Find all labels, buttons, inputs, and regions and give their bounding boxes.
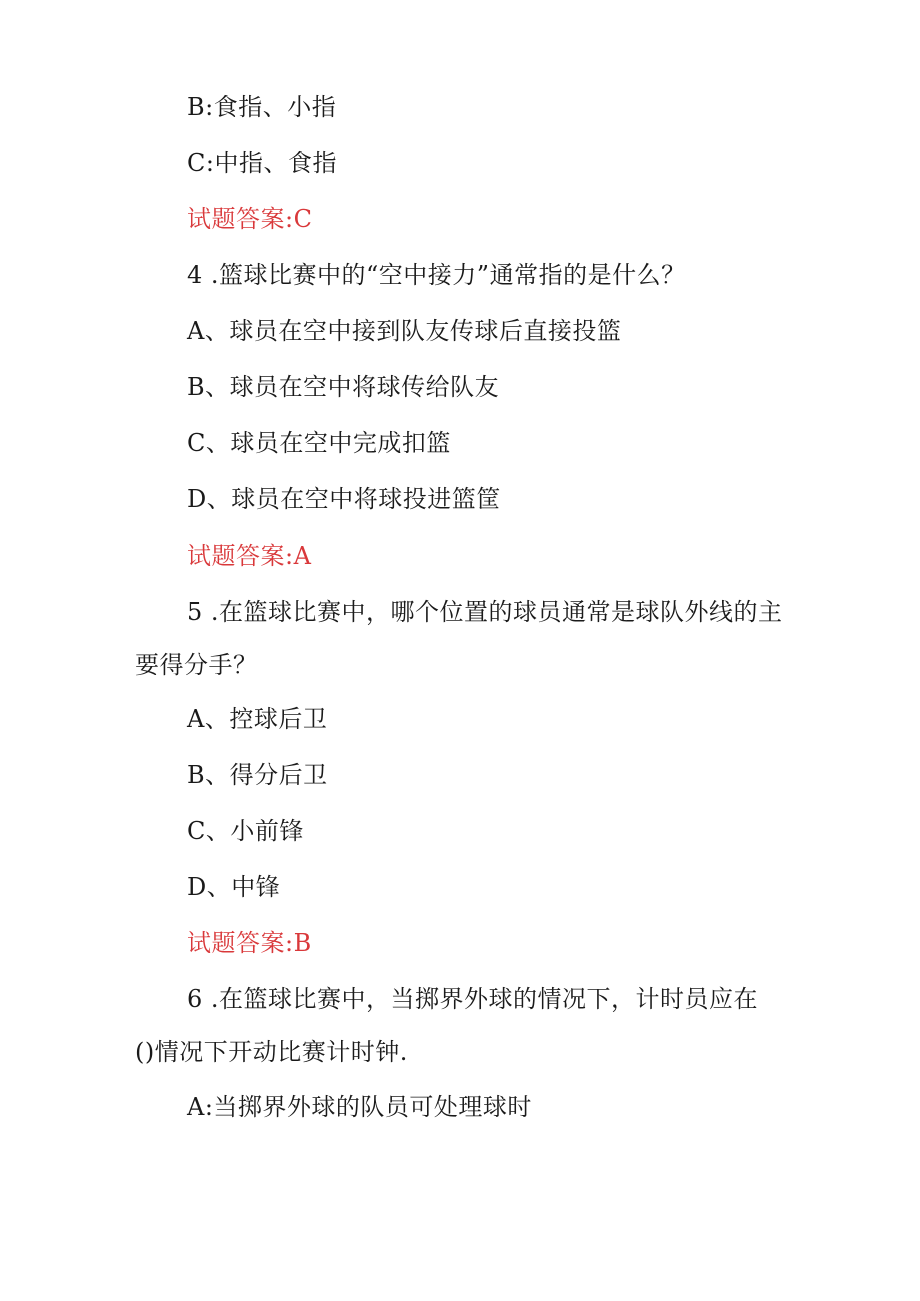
q6-question-line2: ()情况下开动比赛计时钟. xyxy=(135,1038,408,1066)
q4-answer: 试题答案:A xyxy=(187,542,312,570)
q6-question-line1: 6 .在篮球比赛中，当掷界外球的情况下，计时员应在 xyxy=(187,985,759,1013)
q4-question: 4 .篮球比赛中的“空中接力”通常指的是什么？ xyxy=(187,261,686,289)
q4-option-a: A、球员在空中接到队友传球后直接投篮 xyxy=(187,317,622,345)
q5-question-line2: 要得分手？ xyxy=(135,651,258,679)
q5-option-d: D、中锋 xyxy=(187,873,281,901)
q5-option-c: C、小前锋 xyxy=(187,817,304,845)
q6-option-a: A:当掷界外球的队员可处理球时 xyxy=(187,1093,532,1121)
q4-option-d: D、球员在空中将球投进篮筐 xyxy=(187,485,501,513)
q5-option-a: A、控球后卫 xyxy=(187,705,328,733)
q3-option-c: C:中指、食指 xyxy=(187,149,337,177)
q4-option-b: B、球员在空中将球传给队友 xyxy=(187,373,500,401)
q5-option-b: B、得分后卫 xyxy=(187,761,328,789)
q4-option-c: C、球员在空中完成扣篮 xyxy=(187,429,451,457)
q3-option-b: B:食指、小指 xyxy=(187,93,337,121)
q5-answer: 试题答案:B xyxy=(187,929,312,957)
q5-question-line1: 5 .在篮球比赛中，哪个位置的球员通常是球队外线的主 xyxy=(187,598,783,626)
q3-answer: 试题答案:C xyxy=(187,205,313,233)
